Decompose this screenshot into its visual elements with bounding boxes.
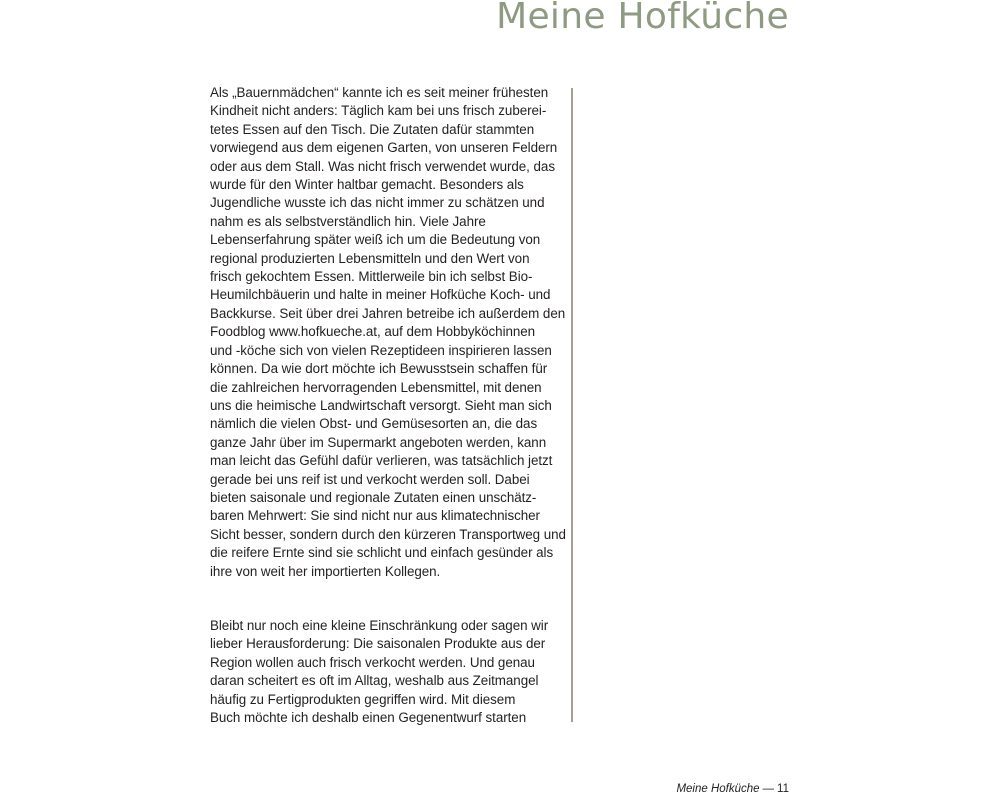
text-line: häufig zu Fertigprodukten gegriffen wird. Mit diesem	[210, 691, 516, 707]
text-line: man leicht das Gefühl dafür verlieren, was tatsächlich jetzt	[210, 453, 553, 469]
text-line: oder aus dem Stall. Was nicht frisch verwendet wurde, das	[210, 158, 555, 174]
text-line: Kindheit nicht anders: Täglich kam bei uns frisch zuberei-	[210, 103, 547, 119]
text-line: gerade bei uns reif ist und verkocht werden soll. Dabei	[210, 471, 530, 487]
text-line: Lebenserfahrung später weiß ich um die Bedeutung von	[210, 232, 541, 248]
footer-title: Meine Hofküche	[676, 783, 760, 795]
text-line: Als „Bauernmädchen“ kannte ich es seit meiner frühesten	[210, 85, 549, 100]
text-line: Bleibt nur noch eine kleine Einschränkung oder sagen wir	[210, 618, 549, 633]
text-line: uns die heimische Landwirtschaft versorgt. Sieht man sich	[210, 397, 552, 413]
text-line: Region wollen auch frisch verkocht werden. Und genau	[210, 654, 535, 670]
text-line: Buch möchte ich deshalb einen Gegenentwurf starten	[210, 710, 527, 726]
running-footer	[676, 783, 789, 795]
text-line: Jugendliche wusste ich das nicht immer zu schätzen und	[210, 195, 545, 211]
text-line: ihre von weit her importierten Kollegen.	[210, 563, 441, 579]
body-paragraph-1	[210, 84, 566, 581]
body-paragraph-2	[210, 617, 555, 727]
text-line: lieber Herausforderung: Die saisonalen Produkte aus der	[210, 636, 546, 652]
text-line: ganze Jahr über im Supermarkt angeboten werden, kann	[210, 434, 547, 450]
page-title: Meine Hofküche	[496, 0, 789, 37]
text-line: Backkurse. Seit über drei Jahren betreibe ich außerdem den	[210, 305, 566, 321]
text-line: wurde für den Winter haltbar gemacht. Besonders als	[210, 177, 524, 193]
text-line: nahm es als selbstverständlich hin. Viele Jahre	[210, 213, 486, 229]
text-line: Foodblog www.hofkueche.at, auf dem Hobbyköchinnen	[210, 324, 536, 340]
text-line: bieten saisonale und regionale Zutaten einen unschätz-	[210, 489, 537, 505]
text-line: vorwiegend aus dem eigenen Garten, von unseren Feldern	[210, 140, 558, 156]
text-line: nämlich die vielen Obst- und Gemüsesorten an, die das	[210, 416, 538, 432]
text-line: daran scheitert es oft im Alltag, weshalb aus Zeitmangel	[210, 673, 539, 689]
text-line: baren Mehrwert: Sie sind nicht nur aus klimatechnischer	[210, 508, 540, 524]
text-line: die zahlreichen hervorragenden Lebensmittel, mit denen	[210, 379, 542, 395]
column-divider-rule	[571, 88, 573, 722]
page-number: 11	[777, 783, 789, 795]
text-line: tetes Essen auf den Tisch. Die Zutaten dafür stammten	[210, 121, 535, 137]
text-line: frisch gekochtem Essen. Mittlerweile bin ich selbst Bio-	[210, 269, 533, 285]
text-line: können. Da wie dort möchte ich Bewusstsein schaffen für	[210, 361, 548, 377]
footer-dash: —	[762, 783, 775, 795]
text-line: Heumilchbäuerin und halte in meiner Hofküche Koch- und	[210, 287, 551, 303]
text-line: regional produzierten Lebensmitteln und den Wert von	[210, 250, 530, 266]
text-line: die reifere Ernte sind sie schlicht und einfach gesünder als	[210, 545, 554, 561]
text-line: Sicht besser, sondern durch den kürzeren Transportweg und	[210, 526, 566, 542]
text-line: und -köche sich von vielen Rezeptideen inspirieren lassen	[210, 342, 552, 358]
